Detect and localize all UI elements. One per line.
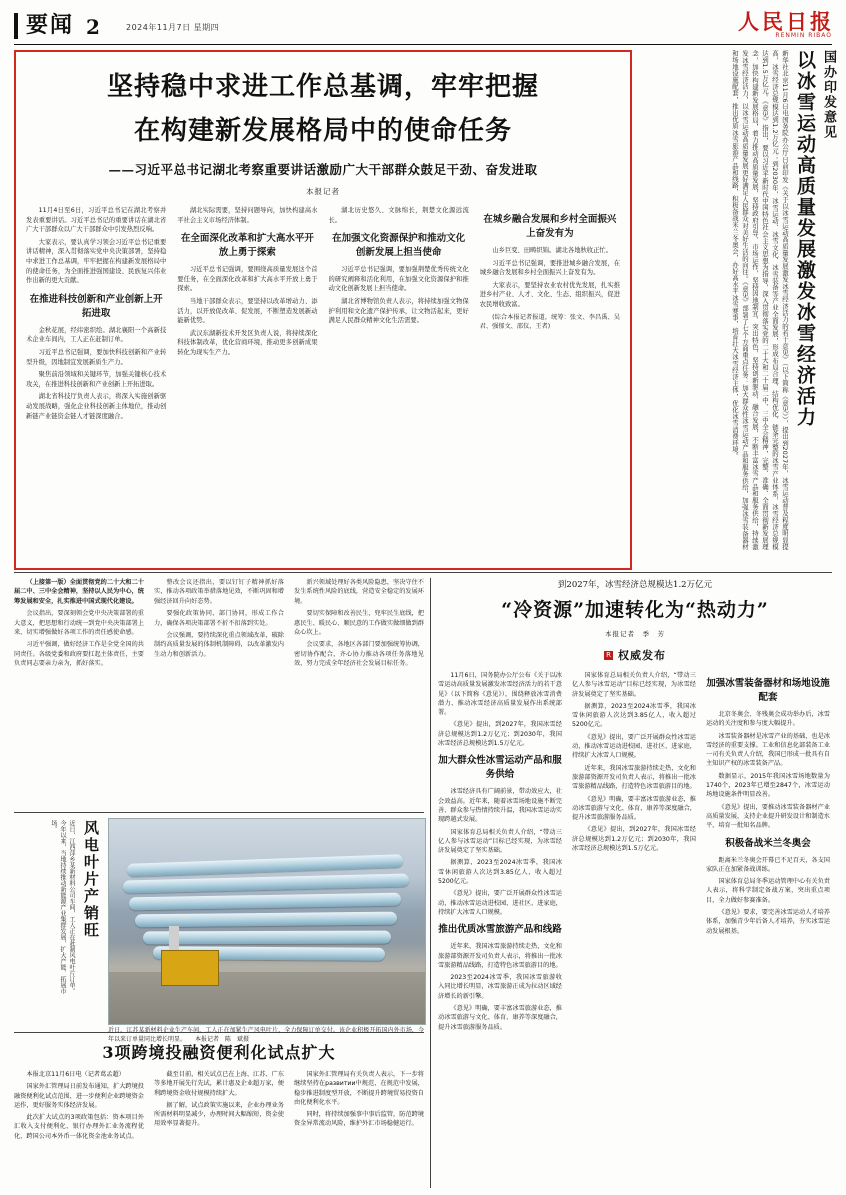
lead-subhead-3: 在加强文化资源保护和推动文化创新发展上担当使命 xyxy=(332,233,466,259)
photo-machine xyxy=(161,950,219,986)
paragraph: 此次扩大试点的3项政策包括：资本项目外汇收入支付便利化、银行办理外汇业务流程优化、跨国公司本外币一体化资金池业务试点。 xyxy=(14,1114,144,1140)
paragraph: 湖北省科技厅负责人表示，将深入实施创新驱动发展战略，强化企业科技创新主体地位，推动创新链产业链资金链人才链深度融合。 xyxy=(26,393,167,420)
paragraph: 习近平总书记强调，要推进城乡融合发展，在城乡融合发展和乡村全面振兴上奋发有为。 xyxy=(479,259,620,277)
paragraph: 冰雪经济具有广阔前景，带动效应大，社会效益高。近年来，随着冰雪场地设施不断完善、群众参与热情持续升温，我国冰雪运动实现跨越式发展。 xyxy=(438,788,562,824)
paper-logo: 人民日报 xyxy=(738,9,834,34)
lead-subhead-1: 在推进科技创新和产业创新上开拓进取 xyxy=(29,293,163,319)
paragraph: 北京冬奥会、冬残奥会成功举办后，冰雪运动的关注度和参与度大幅提升。 xyxy=(706,711,830,728)
authoritative-release-badge xyxy=(438,647,832,663)
paragraph: 据了解，试点政策实施以来，企业办理业务所需材料明显减少，办理时间大幅缩短，资金使用效率显著提升。 xyxy=(154,1101,284,1128)
photo-caption-title: 风电叶片产销旺 xyxy=(82,820,100,939)
paragraph: 习近平总书记强调，要加快科技创新和产业转型升级，因地制宜发展新质生产力。 xyxy=(26,348,167,366)
right-column-3 xyxy=(706,671,830,1035)
paragraph: 《意见》要求，要完善冰雪运动人才培养体系，加强青少年后备人才培养，夯实冰雪运动发展根基。 xyxy=(706,909,830,935)
paragraph: 金秋花展，经纬密织绘。湖北襄阳一个高新技术企业车间内，工人正在赶制订单。 xyxy=(26,326,167,344)
paragraph: 国家体育总局相关负责人介绍，“带动三亿人参与冰雪运动”目标已经实现，为冰雪经济发展奠定了坚实基础。 xyxy=(572,672,696,698)
lead-story-box xyxy=(14,50,632,570)
paragraph: 11月4日至6日，习近平总书记在湖北考察并发表重要讲话。习近平总书记的重要讲话在湖北省广大干部群众以广大干部群众中引发热烈反响。 xyxy=(26,207,167,234)
paragraph: 国家体育总局相关负责人介绍，“带动三亿人参与冰雪运动”目标已经实现，为冰雪经济发展奠定了坚实基础。 xyxy=(438,828,562,855)
masthead-bar xyxy=(14,13,18,39)
paragraph: 据测算，2023至2024冰雪季，我国冰雪休闲旅游人次达到3.85亿人，收入超过5200亿元。 xyxy=(572,702,696,729)
paragraph: 会议强调，要持续深化重点领域改革，破除制约高质量发展的体制机制障碍，以改革激发内生动力和创新活力。 xyxy=(154,632,284,658)
continued-column-1 xyxy=(14,578,144,808)
paragraph: 据测算，2023至2024冰雪季，我国冰雪休闲旅游人次达到3.85亿人，收入超过5200亿元。 xyxy=(438,859,562,886)
paragraph: 《意见》提出，要广泛开展群众性冰雪运动，推动冰雪运动进校园、进社区、进家庭，持续扩大冰雪人口规模。 xyxy=(572,733,696,760)
bottom-left-column-2 xyxy=(154,1070,284,1188)
right-columns xyxy=(438,671,832,1035)
bottom-left-column-3 xyxy=(294,1070,424,1188)
paragraph: 要强化政策协同、部门协同，形成工作合力，确保各项决策部署不折不扣落到实处。 xyxy=(154,610,284,627)
photo-figure xyxy=(108,818,424,1023)
paragraph: 距离米兰冬奥会开幕已不足百天，各支国家队正在加紧备战训练。 xyxy=(706,856,830,873)
vertical-body xyxy=(730,50,790,550)
section-title: 要闻 xyxy=(26,12,75,38)
vertical-body-text: 国务院办公厅日前印发《关于以冰雪运动高质量发展激发冰雪经济活力的若干意见》（以下简称《意见》），提出到2027年，冰雪运动普及程度明显提高，冰雪经济总规模达到1.2万亿元；到2030年，冰雪运动、冰雪文化、冰雪装备等产业全面发展，形成布局合理、结构优化、链条完整的冰雪产业体系，冰雪经济总规模达到1.5万亿元。《意见》指出，要以习近平新时代中国特色社会主义思想为指导，深入贯彻落实党的二十大和二十届二中、三中全会精神，完整、准确、全面贯彻新发展理念，加快构建新发展格局，着力推动高质量发展，坚持政府引导、市场运作，坚持因地制宜、突出特色，坚持创新驱动、融合发展，不断丰富冰雪产品和服务供给，持续激发冰雪经济活力，以冰雪运动高质量发展更好满足人民群众对美好生活的向往。《意见》部署了七个方面重点任务：加大群众性冰雪运动产品和服务供给，加强冰雪装备器材和场地设施配套，推出优质冰雪旅游产品和线路，积极备战米兰冬奥会，办好高水平冰雪赛事，培育壮大冰雪经济主体，优化冰雪消费环境。 xyxy=(731,50,789,550)
paragraph: 武汉东湖新技术开发区负责人说，将持续深化科技体制改革，优化营商环境，推动更多创新成果转化为现实生产力。 xyxy=(177,329,318,356)
masthead-rule xyxy=(14,44,832,45)
paragraph: 山乡巨变、田畴织锦。湖北各地秋收正忙。 xyxy=(492,247,612,254)
divider-2 xyxy=(14,812,424,813)
paragraph: 湖北历史悠久、文脉绵长，荆楚文化源远流长。 xyxy=(328,207,469,224)
right-subhead-3: 加强冰雪装备器材和场地设施配套 xyxy=(706,678,830,703)
right-feature-story xyxy=(438,578,832,1188)
paragraph: 《意见》提出，要广泛开展群众性冰雪运动，推动冰雪运动进校园、进社区、进家庭，持续扩大冰雪人口规模。 xyxy=(438,890,562,916)
paragraph: 近年来，我国冰雪旅游持续走热，文化和旅游部资源开发司负责人表示，将推出一批冰雪旅游精品线路，打造特色冰雪旅游目的地。 xyxy=(438,943,562,969)
right-kicker: 到2027年，冰雪经济总规模达1.2万亿元 xyxy=(557,580,713,590)
badge-label: 权威发布 xyxy=(618,649,666,662)
paragraph: 当地干部群众表示，要坚持以改革增动力、添活力，以开放促改革、促发展，不断塑造发展新动能新优势。 xyxy=(177,297,318,325)
paragraph: 国家外汇管理局日前发布通知，扩大跨境投融资便利化试点范围，进一步便利企业跨境资金运作，更好服务实体经济发展。 xyxy=(14,1083,144,1109)
masthead-section xyxy=(14,8,100,39)
paragraph: 《意见》明确，要丰富冰雪旅游业态，推动冰雪旅游与文化、体育、康养等深度融合，提升冰雪旅游服务品质。 xyxy=(572,795,696,822)
paragraph: 习近平总书记强调，要加强荆楚优秀传统文化的研究阐释和活化利用，在加强文化资源保护和推动文化创新发展上担当使命。 xyxy=(328,266,469,293)
lead-subheadline: ——习近平总书记湖北考察重要讲话激励广大干部群众鼓足干劲、奋发进取 xyxy=(108,162,538,177)
paragraph: 《意见》提出，要推动冰雪装备器材产业高质量发展，支持企业提升研发设计和制造水平，培育一批知名品牌。 xyxy=(706,803,830,830)
lead-subhead-4: 在城乡融合发展和乡村全面振兴上奋发有为 xyxy=(483,214,617,239)
paragraph: 国家外汇管理局有关负责人表示，下一步将继续坚持在развитии中规范、在规范中发展，稳步推进制度型开放，不断提升跨境贸易投资自由化便利化水平。 xyxy=(294,1071,424,1106)
lead-column-3 xyxy=(329,206,469,561)
continued-column-3 xyxy=(294,578,424,808)
bottom-left-column-1 xyxy=(14,1070,144,1188)
paragraph: 习近平总书记强调，要围绕高质量发展这个首要任务，在全面深化改革和扩大高水平开放上勇于探索。 xyxy=(177,266,318,293)
continued-story xyxy=(14,578,424,808)
paragraph: 数据显示，2015年我国冰雪场地数量为1740个，2023年已增至2847个，冰雪运动场地设施条件明显改善。 xyxy=(706,772,830,799)
photo-credit-caption: 近日，江苏某新材料企业生产车间，工人正在加紧生产风电叶片，全力保障订单交付。该企业积极开拓国内外市场，今年以来订单量同比增长明显。 本报记者 陈 斌摄 xyxy=(108,1027,424,1043)
vertical-kicker: 国办印发意见 xyxy=(821,50,836,140)
paragraph: 11月6日，国务院办公厅公布《关于以冰雪运动高质量发展激发冰雪经济活力的若干意见》（以下简称《意见》），围绕释放冰雪消费潜力、推动冰雪经济高质量发展作出系统部署。 xyxy=(438,672,562,717)
photo-vertical-caption xyxy=(14,820,102,1020)
paragraph: 截至目前，相关试点已在上海、江苏、广东等多地开展先行先试，累计惠及企业超万家，便利跨境资金收付规模持续扩大。 xyxy=(154,1071,284,1097)
lead-column-1 xyxy=(26,206,166,561)
badge-icon: R xyxy=(604,651,613,660)
lead-subhead-2: 在全面深化改革和扩大高水平开放上勇于探索 xyxy=(180,233,314,259)
paragraph: 会议指出，要深刻领会党中央决策部署的重大意义，把思想和行动统一到党中央决策部署上来，切实增强做好各项工作的责任感使命感。 xyxy=(14,610,144,637)
paragraph: 2023至2024冰雪季，我国冰雪旅游收入同比增长明显，冰雪旅游正成为拉动区域经济增长的新引擎。 xyxy=(438,974,562,1000)
continued-column-2 xyxy=(154,578,284,808)
paragraph: 大家表示，要认真学习领会习近平总书记重要讲话精神，深入贯彻落实党中央决策部署，坚持稳中求进工作总基调，牢牢把握在构建新发展格局中的使命任务，为全面推进强国建设、民族复兴伟业作出新的更大贡献。 xyxy=(26,238,167,285)
paragraph: 要切实保障和改善民生，兜牢民生底线，把惠民生、暖民心、顺民意的工作做实做细做到群众心坎上。 xyxy=(294,610,424,637)
vertical-headline-story xyxy=(686,50,836,570)
photo-caption-text: 近日，江西萍乡某新材料公司车间，工人正在赶制风电叶片订单。今年以来，当地持续推动新能源产业集群发展，扩大产能、拓展市场。 xyxy=(50,820,75,994)
lead-headline-line1: 坚持稳中求进工作总基调，牢牢把握 xyxy=(106,72,539,102)
paragraph: 习近平强调，做好经济工作是全党全国的共同责任。各级党委和政府要扛起主体责任，主要负责同志要亲力亲为，抓好落实。 xyxy=(14,641,144,668)
right-headline: “冷资源”加速转化为“热动力” xyxy=(501,599,769,621)
paper-logo-pinyin: RENMIN RIBAO xyxy=(775,32,832,39)
paragraph: 会议要求，各地区各部门要加强统筹协调，密切协作配合，齐心协力推动各项任务落地见效，努力完成全年经济社会发展目标任务。 xyxy=(294,641,424,668)
divider-1 xyxy=(14,572,832,573)
paragraph: 大家表示，要坚持农业农村优先发展，扎实推进乡村产业、人才、文化、生态、组织振兴，促进农民增收致富。 xyxy=(479,281,620,308)
page-number: 2 xyxy=(86,15,100,39)
photo-image xyxy=(108,818,426,1025)
paragraph: 湖北省博物馆负责人表示，将持续加强文物保护利用和文化遗产保护传承，让文物活起来，更好满足人民群众精神文化生活需要。 xyxy=(328,297,469,325)
paragraph: 近年来，我国冰雪旅游持续走热，文化和旅游部资源开发司负责人表示，将推出一批冰雪旅游精品线路，打造特色冰雪旅游目的地。 xyxy=(572,764,696,791)
right-subhead-1: 加大群众性冰雪运动产品和服务供给 xyxy=(438,755,562,781)
photo-ground xyxy=(109,972,425,1024)
bottom-left-headline: 3项跨境投融资便利化试点扩大 xyxy=(102,1043,336,1062)
right-column-2 xyxy=(572,671,696,1035)
paragraph: 新兴领域处理好各类风险隐患，坚决守住不发生系统性风险的底线，营造安全稳定的发展环境。 xyxy=(294,579,424,605)
right-column-1 xyxy=(438,671,562,1035)
lead-columns xyxy=(26,206,620,561)
paragraph: 聚焦前沿领域和关键环节，加强关键核心技术攻关，在推进科技创新和产业创新上开拓进取。 xyxy=(26,371,167,388)
paragraph: （上接第一版）全面贯彻党的二十大和二十届二中、三中全会精神，坚持以人民为中心，统筹发展和安全，扎实推进中国式现代化建设。 xyxy=(14,579,144,605)
paragraph: 《意见》明确，要丰富冰雪旅游业态，推动冰雪旅游与文化、体育、康养等深度融合，提升冰雪旅游服务品质。 xyxy=(438,1005,562,1031)
lead-byline: 本报记者 xyxy=(306,187,340,196)
lead-credits: (综合本报记者报道，统筹：张文、李昌禹、吴君、强郁文、邵仪、王者) xyxy=(479,313,620,331)
right-subhead-4: 积极备战米兰冬奥会 xyxy=(725,837,811,849)
bottom-left-byline: 本报北京11月6日电（记者葛孟超） xyxy=(26,1071,125,1078)
bottom-left-columns xyxy=(14,1070,424,1188)
lead-column-4 xyxy=(480,206,620,561)
paragraph: 整改会议还指出，要以钉钉子精神抓好落实，推动各项政策举措落地见效，不断巩固和增强经济回升向好态势。 xyxy=(154,579,284,605)
paragraph: 湖北实际需要，坚持问题导向，加快构建高水平社会主义市场经济体制。 xyxy=(177,207,318,224)
paragraph: 《意见》提出，到2027年，我国冰雪经济总规模达到1.2万亿元；到2030年，我国冰雪经济总规模达到1.5万亿元。 xyxy=(572,826,696,853)
right-byline: 本报记者 季 芳 xyxy=(605,630,665,638)
vertical-dateline: 新华社北京11月6日电 xyxy=(781,50,789,117)
divider-vertical xyxy=(430,578,431,1188)
lead-headline-line2: 在构建新发展格局中的使命任务 xyxy=(133,116,512,146)
issue-date: 2024年11月7日 星期四 xyxy=(126,23,220,32)
masthead xyxy=(0,0,846,46)
paragraph: 冰雪装备器材是冰雪产业的基础，也是冰雪经济的重要支撑。工业和信息化部装备工业一司有关负责人介绍，我国已形成一批具有自主知识产权的冰雪装备产品。 xyxy=(706,732,830,768)
paragraph: 同时，将持续加强事中事后监管，防范跨境资金异常流动风险，维护外汇市场稳健运行。 xyxy=(294,1111,424,1128)
paragraph: 《意见》提出，到2027年，我国冰雪经济总规模达到1.2万亿元；到2030年，我国冰雪经济总规模达到1.5万亿元。 xyxy=(438,721,562,748)
paragraph: 国家体育总局冬季运动管理中心有关负责人表示，将科学制定备战方案，突出重点项目，全力做好参赛准备。 xyxy=(706,878,830,904)
right-subhead-2: 推出优质冰雪旅游产品和线路 xyxy=(438,924,562,936)
lead-column-2 xyxy=(177,206,317,561)
vertical-headline: 以冰雪运动高质量发展激发冰雪经济活力 xyxy=(794,50,816,428)
